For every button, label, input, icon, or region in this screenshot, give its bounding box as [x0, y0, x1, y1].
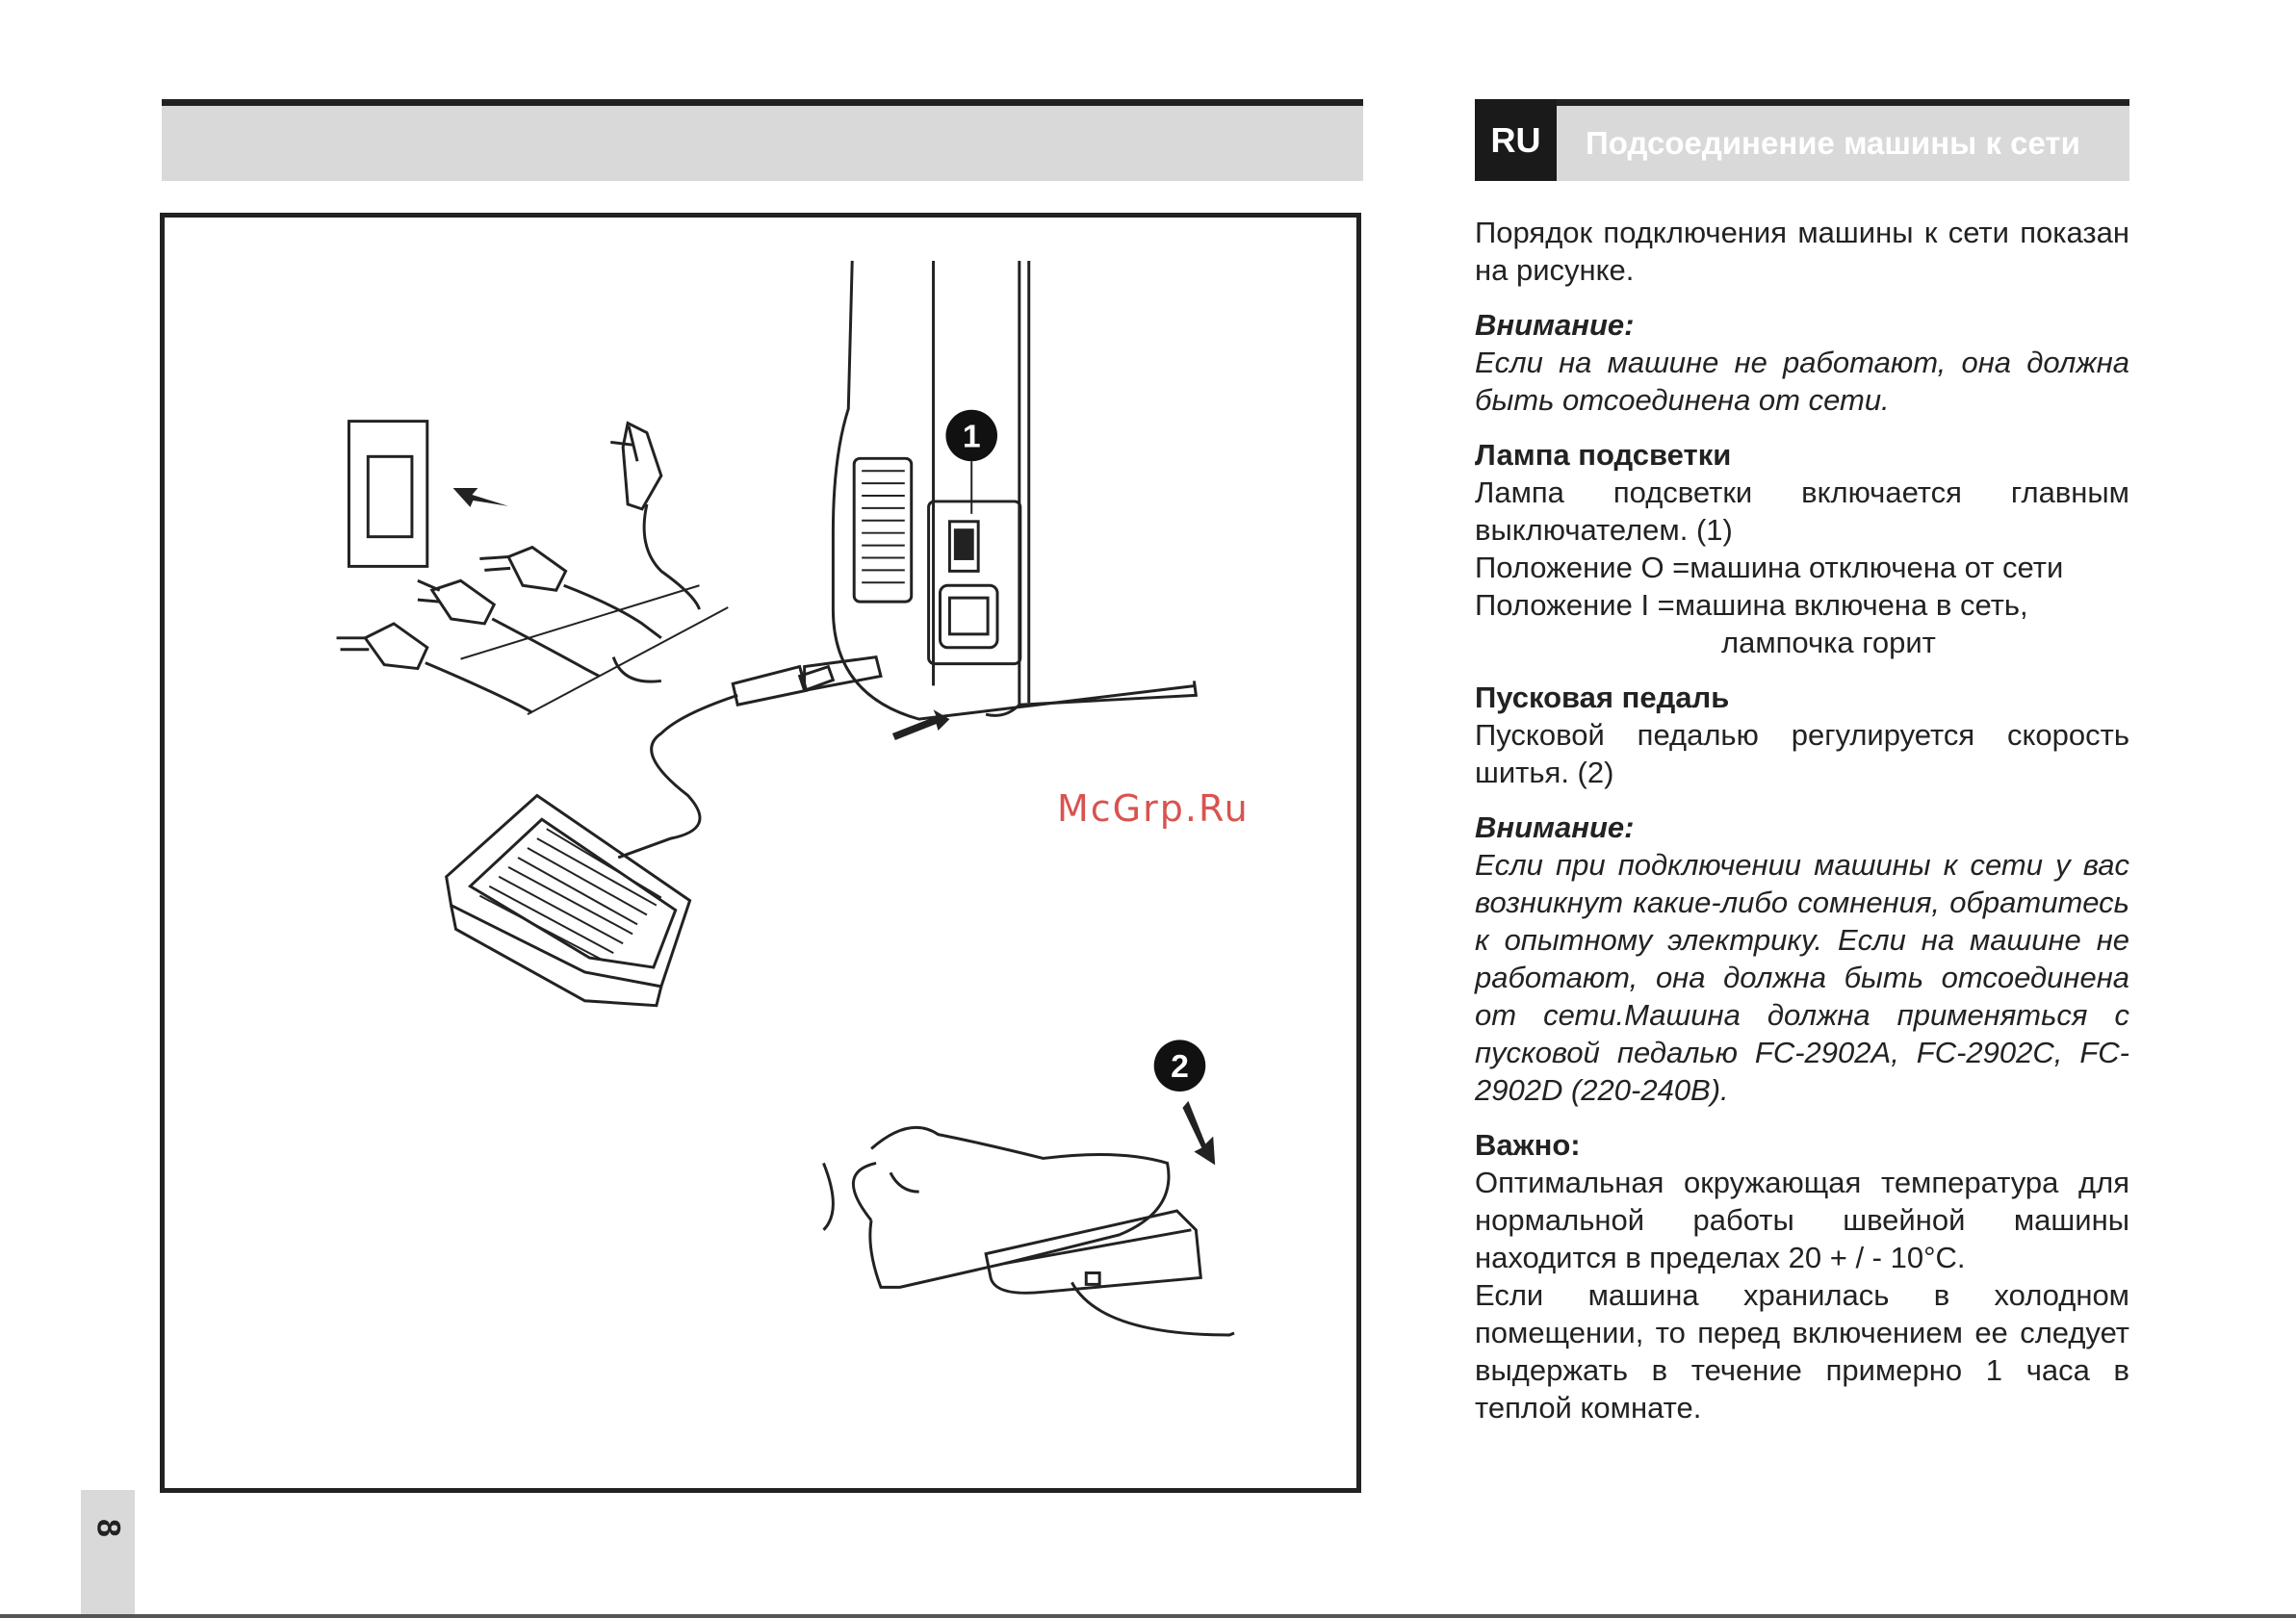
instructions-text: [1475, 214, 2129, 1426]
pedal-text: Пусковой педалью регулируется скорость шитья. (2): [1475, 718, 2129, 789]
illustration-drawing: [165, 218, 1356, 1488]
arrow-to-socket-icon: [453, 488, 509, 507]
section-header: [1475, 99, 2129, 181]
important-text-2: Если машина хранилась в холодном помещении, то перед включением ее следует выдержать в течение примерно 1 часа в теплой комнате.: [1475, 1278, 2129, 1425]
arrow-down-icon: [1182, 1101, 1215, 1165]
us-plug-icon: [418, 580, 599, 676]
position-i-row: [1475, 586, 2129, 624]
callout-1-label: 1: [962, 418, 981, 455]
connection-illustration: [160, 213, 1361, 1493]
sewing-machine-icon: [833, 261, 1196, 719]
warning1-text: Если на машине не работают, она должна быть отсоединена от сети.: [1475, 346, 2129, 417]
uk-plug-icon: [610, 424, 699, 609]
important-text-1: Оптимальная окружающая температура для нормальной работы швейной машины находится в пределах 20 + / - 10°C.: [1475, 1166, 2129, 1274]
position-o-row: [1475, 549, 2129, 586]
page-number: 8: [90, 1519, 127, 1537]
position-o-label: Положение O =: [1475, 551, 1690, 584]
bottom-divider: [0, 1614, 2296, 1618]
foot-controller-icon: [447, 795, 690, 1005]
position-i-label: Положение I =: [1475, 588, 1675, 622]
left-header-bar: [162, 99, 1363, 181]
callout-2-label: 2: [1171, 1048, 1189, 1086]
page-number-tab: [81, 1490, 135, 1618]
position-i-continuation: лампочка горит: [1721, 626, 1936, 659]
pedal-heading: Пусковая педаль: [1475, 681, 1730, 714]
intro-paragraph: Порядок подключения машины к сети показан на рисунке.: [1475, 216, 2129, 287]
power-connector-icon: [733, 657, 881, 706]
position-i-value: машина включена в сеть,: [1674, 588, 2028, 622]
foot-pressing-pedal-icon: [823, 1127, 1234, 1335]
wall-socket-icon: [348, 422, 426, 567]
lamp-heading: Лампа подсветки: [1475, 438, 1732, 472]
watermark: McGrp.Ru: [1057, 787, 1250, 830]
lamp-text: Лампа подсветки включается главным выключателем. (1): [1475, 475, 2129, 547]
important-heading: Важно:: [1475, 1128, 1581, 1162]
section-title: Подсоединение машины к сети: [1586, 125, 2080, 161]
warning1-heading: Внимание:: [1475, 308, 1635, 342]
position-o-value: машина отключена от сети: [1690, 551, 2064, 584]
euro-plug-2-icon: [337, 624, 532, 712]
language-badge: RU: [1475, 99, 1557, 181]
warning2-text: Если при подключении машины к сети у вас возникнут какие-либо сомнения, обратитесь к опытному электрику. Если на машине не работают, она должна быть отсоединена от сети.Машина должна применяться с пусковой педалью FC-2902A, FC-2902C, FC-2902D (220-240В).: [1475, 848, 2129, 1107]
warning2-heading: Внимание:: [1475, 810, 1635, 844]
